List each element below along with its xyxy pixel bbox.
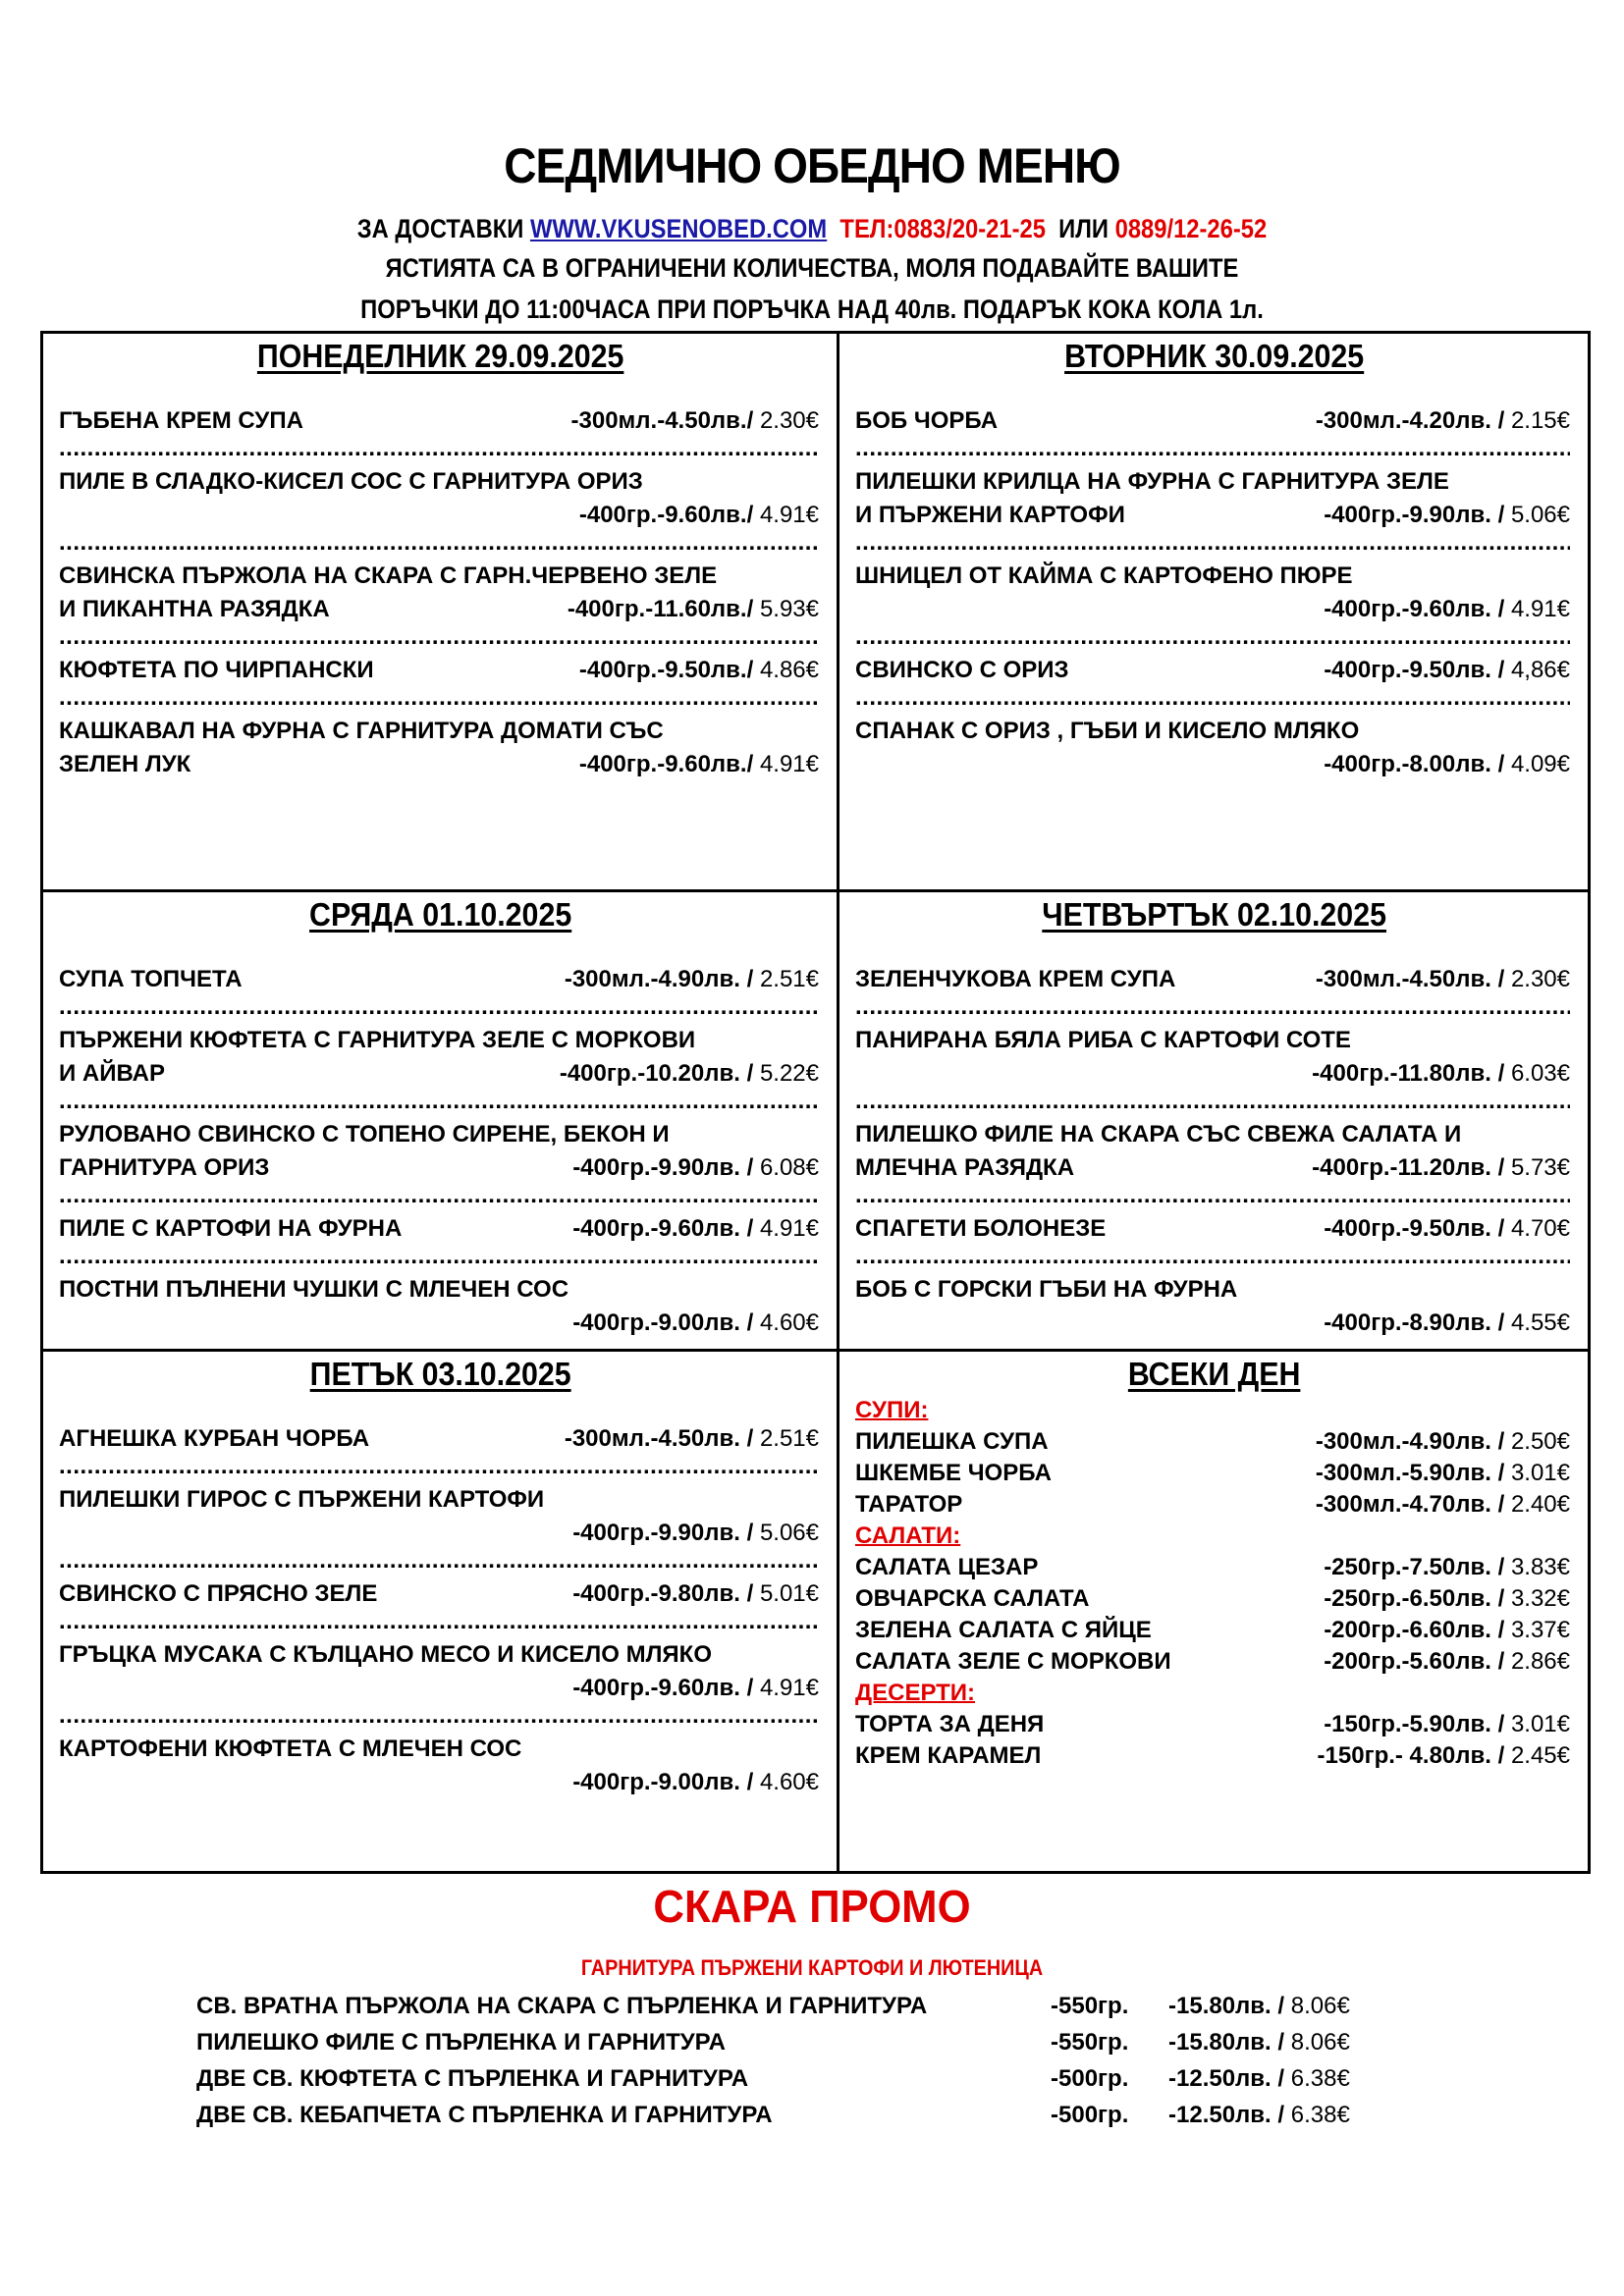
price-bgn: -300мл.-4.90лв. / (564, 966, 754, 992)
price-eur: 2.15€ (1510, 407, 1570, 434)
item-price (1316, 1458, 1570, 1489)
day-items (59, 1422, 837, 1799)
dotted-separator (59, 626, 819, 654)
price-eur: 8.06€ (1290, 1993, 1350, 2019)
menu-item (855, 654, 1570, 687)
day-items (59, 963, 837, 1340)
phone-2: 0889/12-26-52 (1114, 214, 1268, 243)
menu-item-row (855, 1212, 1570, 1246)
menu-item (59, 1638, 819, 1705)
price-eur: 2.30€ (759, 407, 819, 434)
menu-item (59, 1422, 819, 1456)
menu-item (59, 1024, 819, 1091)
price-eur: 5.06€ (1510, 502, 1570, 528)
item-price (1324, 654, 1570, 687)
menu-item-name: БОБ С ГОРСКИ ГЪБИ НА ФУРНА (855, 1276, 1238, 1303)
price-eur: 4,86€ (1510, 657, 1570, 683)
item-price (1312, 1057, 1570, 1091)
price-eur: 4.60€ (759, 1769, 819, 1795)
menu-item-row (855, 1307, 1570, 1340)
promo-item (196, 2097, 1404, 2133)
price-eur: 4.09€ (1510, 751, 1570, 777)
day-cell (839, 334, 1588, 889)
price-eur: 2.30€ (1510, 966, 1570, 992)
price-bgn: -300мл.-4.50лв. / (1315, 966, 1505, 992)
item-price (579, 654, 819, 687)
price-eur: 2.45€ (1510, 1742, 1570, 1769)
menu-item (855, 560, 1570, 626)
daily-title: ВСЕКИ ДЕН (1127, 1356, 1301, 1392)
dotted-separator (59, 687, 819, 715)
promo-item-weight: -550гр. (1051, 1993, 1129, 2019)
menu-item-row (59, 654, 819, 687)
day-items (59, 404, 837, 781)
promo-item-name: СВ. ВРАТНА ПЪРЖОЛА НА СКАРА С ПЪРЛЕНКА И ГАРНИТУРА (196, 1993, 928, 2019)
menu-item (855, 1273, 1570, 1340)
daily-item-name: ТОРТА ЗА ДЕНЯ (855, 1711, 1045, 1737)
price-bgn: -250гр.-7.50лв. / (1324, 1554, 1505, 1580)
daily-item-name: САЛАТА ЦЕЗАР (855, 1554, 1039, 1580)
price-eur: 4.91€ (1510, 596, 1570, 622)
item-price (1324, 1583, 1570, 1615)
menu-item-row (855, 499, 1570, 532)
item-price (1324, 1615, 1570, 1646)
menu-item (855, 1212, 1570, 1246)
daily-item (855, 1740, 1570, 1772)
price-bgn: -400гр.-9.60лв. / (1324, 596, 1505, 622)
dotted-separator (59, 532, 819, 560)
price-eur: 4.91€ (759, 751, 819, 777)
menu-item-row (59, 1517, 819, 1550)
dotted-separator (59, 1611, 819, 1638)
daily-item (855, 1458, 1570, 1489)
menu-item-name: ПАНИРАНА БЯЛА РИБА С КАРТОФИ СОТЕ (855, 1027, 1351, 1053)
daily-item (855, 1489, 1570, 1521)
price-eur: 4.91€ (759, 1215, 819, 1242)
daily-item-name: ТАРАТОР (855, 1491, 963, 1518)
price-bgn: -400гр.-9.00лв. / (572, 1769, 754, 1795)
menu-item-name: АГНЕШКА КУРБАН ЧОРБА (59, 1425, 370, 1452)
promo-list (196, 1988, 1404, 2133)
price-eur: 6.38€ (1290, 2065, 1350, 2092)
item-price (579, 748, 819, 781)
price-eur: 8.06€ (1290, 2029, 1350, 2056)
dotted-separator (59, 996, 819, 1024)
price-bgn: -150гр.-5.90лв. / (1324, 1711, 1505, 1737)
menu-item (59, 1118, 819, 1185)
menu-grid (40, 331, 1591, 1874)
price-bgn: -400гр.-10.20лв. / (559, 1060, 754, 1087)
menu-item-row (59, 404, 819, 438)
price-eur: 3.32€ (1510, 1585, 1570, 1612)
item-price (565, 1422, 819, 1456)
menu-item (59, 1212, 819, 1246)
promo-item-weight: -500гр. (1051, 2065, 1129, 2092)
item-price (1324, 593, 1570, 626)
daily-item-name: ШКЕМБЕ ЧОРБА (855, 1460, 1052, 1486)
menu-item-row (855, 748, 1570, 781)
item-price (1312, 1151, 1570, 1185)
menu-item-row (59, 593, 819, 626)
menu-item-row (855, 593, 1570, 626)
menu-item-row (59, 1422, 819, 1456)
price-bgn: -400гр.-11.80лв. / (1312, 1060, 1505, 1087)
menu-item-row (59, 1577, 819, 1611)
dotted-separator (59, 438, 819, 465)
menu-item-name-cont: И ПЪРЖЕНИ КАРТОФИ (855, 502, 1125, 528)
price-eur: 5.22€ (759, 1060, 819, 1087)
or-text: ИЛИ (1058, 214, 1110, 243)
day-title: ПЕТЪК 03.10.2025 (309, 1356, 571, 1392)
promo-item-price (1168, 2097, 1404, 2133)
item-price (565, 963, 819, 996)
promo-item-price (1168, 1988, 1404, 2024)
price-eur: 3.01€ (1510, 1711, 1570, 1737)
price-bgn: -400гр.-8.00лв. / (1324, 751, 1505, 777)
notice-line-1: ЯСТИЯТА СА В ОГРАНИЧЕНИ КОЛИЧЕСТВА, МОЛЯ ПОДАВАЙТЕ ВАШИТЕ (385, 253, 1239, 283)
price-bgn: -300мл.-4.90лв. / (1315, 1428, 1505, 1455)
day-items (855, 404, 1588, 781)
menu-item (59, 654, 819, 687)
day-title: ПОНЕДЕЛНИК 29.09.2025 (256, 338, 624, 374)
price-bgn: -400гр.-9.50лв./ (578, 657, 754, 683)
promo-item-name: ДВЕ СВ. КЕБАПЧЕТА С ПЪРЛЕНКА И ГАРНИТУРА (196, 2102, 773, 2128)
menu-item-row (855, 963, 1570, 996)
category-label: САЛАТИ: (855, 1522, 961, 1549)
daily-item (855, 1426, 1570, 1458)
menu-item-name: КАРТОФЕНИ КЮФТЕТА С МЛЕЧЕН СОС (59, 1735, 522, 1762)
item-price (572, 1766, 819, 1799)
item-price (1316, 1426, 1570, 1458)
menu-item-name: ПИЛЕШКО ФИЛЕ НА СКАРА СЪС СВЕЖА САЛАТА И (855, 1121, 1462, 1148)
price-bgn: -15.80лв. / (1168, 1993, 1285, 2019)
price-eur: 4.60€ (759, 1309, 819, 1336)
notice-line-2: ПОРЪЧКИ ДО 11:00ЧАСА ПРИ ПОРЪЧКА НАД 40лв. ПОДАРЪК КОКА КОЛА 1л. (360, 294, 1264, 324)
daily-item-name: САЛАТА ЗЕЛЕ С МОРКОВИ (855, 1648, 1171, 1675)
menu-item-name: СПАНАК С ОРИЗ , ГЪБИ И КИСЕЛО МЛЯКО (855, 718, 1360, 744)
price-eur: 6.03€ (1510, 1060, 1570, 1087)
price-bgn: -400гр.-11.60лв./ (567, 596, 754, 622)
menu-item-name: КАШКАВАЛ НА ФУРНА С ГАРНИТУРА ДОМАТИ СЪС (59, 718, 664, 744)
menu-item (59, 1273, 819, 1340)
menu-item-name: ПИЛЕШКИ ГИРОС С ПЪРЖЕНИ КАРТОФИ (59, 1486, 545, 1513)
promo-item-weight: -500гр. (1051, 2102, 1129, 2128)
daily-cell (839, 1352, 1588, 1871)
price-bgn: -400гр.-9.60лв./ (578, 751, 754, 777)
price-eur: 5.93€ (759, 596, 819, 622)
price-bgn: -400гр.-9.80лв. / (572, 1580, 754, 1607)
menu-item-name: СВИНСКО С ОРИЗ (855, 657, 1069, 683)
daily-item-name: КРЕМ КАРАМЕЛ (855, 1742, 1042, 1769)
price-eur: 6.08€ (759, 1154, 819, 1181)
delivery-line (97, 214, 1527, 244)
menu-item-name: КЮФТЕТА ПО ЧИРПАНСКИ (59, 657, 374, 683)
price-bgn: -400гр.-9.90лв. / (1324, 502, 1505, 528)
menu-item-row (59, 1766, 819, 1799)
price-bgn: -400гр.-11.20лв. / (1312, 1154, 1505, 1181)
day-title: ВТОРНИК 30.09.2025 (1064, 338, 1365, 374)
price-eur: 2.50€ (1510, 1428, 1570, 1455)
price-eur: 4.91€ (759, 502, 819, 528)
menu-item-name: ПЪРЖЕНИ КЮФТЕТА С ГАРНИТУРА ЗЕЛЕ С МОРКОВИ (59, 1027, 696, 1053)
day-cell (43, 892, 837, 1349)
daily-item-name: ЗЕЛЕНА САЛАТА С ЯЙЦЕ (855, 1617, 1152, 1643)
price-eur: 4.91€ (759, 1675, 819, 1701)
menu-item-row (59, 499, 819, 532)
menu-item (855, 465, 1570, 532)
price-eur: 4.70€ (1510, 1215, 1570, 1242)
promo-title: СКАРА ПРОМО (653, 1881, 971, 1932)
item-price (1324, 1552, 1570, 1583)
menu-item-row (59, 963, 819, 996)
menu-item-row (59, 1672, 819, 1705)
item-price (572, 1151, 819, 1185)
menu-item-row (59, 1307, 819, 1340)
menu-item (59, 465, 819, 532)
menu-item-name-cont: И ПИКАНТНА РАЗЯДКА (59, 596, 330, 622)
price-eur: 4.86€ (759, 657, 819, 683)
price-bgn: -12.50лв. / (1168, 2065, 1285, 2092)
daily-item (855, 1552, 1570, 1583)
day-cell (43, 1352, 837, 1871)
menu-item-row (855, 1151, 1570, 1185)
price-bgn: -400гр.-9.60лв./ (578, 502, 754, 528)
price-bgn: -400гр.-9.60лв. / (572, 1215, 754, 1242)
promo-item (196, 1988, 1404, 2024)
item-price (1324, 1709, 1570, 1740)
menu-item-name: ПИЛЕ С КАРТОФИ НА ФУРНА (59, 1215, 403, 1242)
page-title: СЕДМИЧНО ОБЕДНО МЕНЮ (504, 138, 1120, 193)
price-bgn: -250гр.-6.50лв. / (1324, 1585, 1505, 1612)
menu-item (59, 560, 819, 626)
dotted-separator (59, 1185, 819, 1212)
menu-item (855, 1024, 1570, 1091)
price-bgn: -300мл.-5.90лв. / (1315, 1460, 1505, 1486)
dotted-separator (855, 532, 1570, 560)
price-eur: 5.01€ (759, 1580, 819, 1607)
price-eur: 3.01€ (1510, 1460, 1570, 1486)
menu-item-name: СУПА ТОПЧЕТА (59, 966, 243, 992)
item-price (568, 593, 819, 626)
price-bgn: -15.80лв. / (1168, 2029, 1285, 2056)
menu-item-row (855, 1057, 1570, 1091)
promo-item (196, 2060, 1404, 2097)
dotted-separator (59, 1091, 819, 1118)
price-bgn: -400гр.-9.50лв. / (1324, 1215, 1505, 1242)
dotted-separator (855, 687, 1570, 715)
dotted-separator (59, 1456, 819, 1483)
item-price (572, 1672, 819, 1705)
promo-item-price (1168, 2024, 1404, 2060)
price-bgn: -300мл.-4.70лв. / (1315, 1491, 1505, 1518)
dotted-separator (855, 1246, 1570, 1273)
price-bgn: -150гр.- 4.80лв. / (1317, 1742, 1505, 1769)
item-price (560, 1057, 819, 1091)
item-price (571, 404, 819, 438)
promo-item-name: ДВЕ СВ. КЮФТЕТА С ПЪРЛЕНКА И ГАРНИТУРА (196, 2065, 749, 2092)
category-label: ДЕСЕРТИ: (855, 1680, 976, 1706)
menu-item-name: ПОСТНИ ПЪЛНЕНИ ЧУШКИ С МЛЕЧЕН СОС (59, 1276, 569, 1303)
day-title: ЧЕТВЪРТЪК 02.10.2025 (1042, 896, 1386, 933)
menu-item-name-cont: ЗЕЛЕН ЛУК (59, 751, 191, 777)
price-bgn: -300мл.-4.50лв./ (570, 407, 754, 434)
menu-item (59, 715, 819, 781)
menu-item (59, 404, 819, 438)
promo-item-name: ПИЛЕШКО ФИЛЕ С ПЪРЛЕНКА И ГАРНИТУРА (196, 2029, 726, 2056)
menu-item-name: СВИНСКО С ПРЯСНО ЗЕЛЕ (59, 1580, 378, 1607)
dotted-separator (59, 1705, 819, 1733)
menu-item-name: СПАГЕТИ БОЛОНЕЗЕ (855, 1215, 1107, 1242)
price-bgn: -200гр.-5.60лв. / (1324, 1648, 1505, 1675)
price-eur: 2.51€ (759, 966, 819, 992)
price-eur: 3.83€ (1510, 1554, 1570, 1580)
item-price (1324, 1646, 1570, 1678)
menu-item (59, 1483, 819, 1550)
dotted-separator (855, 1185, 1570, 1212)
price-bgn: -400гр.-9.90лв. / (572, 1520, 754, 1546)
menu-item-name: ПИЛЕШКИ КРИЛЦА НА ФУРНА С ГАРНИТУРА ЗЕЛЕ (855, 468, 1449, 495)
daily-list (855, 1395, 1588, 1772)
menu-item-name: ЗЕЛЕНЧУКОВА КРЕМ СУПА (855, 966, 1176, 992)
menu-item (855, 963, 1570, 996)
menu-item-name: ГЪБЕНА КРЕМ СУПА (59, 407, 303, 434)
delivery-prefix: ЗА ДОСТАВКИ (356, 214, 524, 243)
day-items (855, 963, 1588, 1340)
item-price (1324, 499, 1570, 532)
menu-item (855, 715, 1570, 781)
daily-item-name: ОВЧАРСКА САЛАТА (855, 1585, 1090, 1612)
menu-item-row (59, 1151, 819, 1185)
menu-item (59, 1733, 819, 1799)
menu-item (855, 404, 1570, 438)
website-link[interactable]: WWW.VKUSENOBED.COM (529, 214, 828, 243)
promo-item-weight: -550гр. (1051, 2029, 1129, 2056)
price-bgn: -300мл.-4.50лв. / (564, 1425, 754, 1452)
menu-item-name: БОБ ЧОРБА (855, 407, 999, 434)
menu-item-name: ГРЪЦКА МУСАКА С КЪЛЦАНО МЕСО И КИСЕЛО МЛЯКО (59, 1641, 712, 1668)
phone-1: ТЕЛ:0883/20-21-25 (839, 214, 1046, 243)
item-price (1316, 1489, 1570, 1521)
dotted-separator (855, 996, 1570, 1024)
daily-item (855, 1709, 1570, 1740)
menu-item-name-cont: ГАРНИТУРА ОРИЗ (59, 1154, 270, 1181)
category-label: СУПИ: (855, 1397, 929, 1423)
item-price (1324, 1307, 1570, 1340)
item-price (1316, 963, 1570, 996)
menu-item-name-cont: МЛЕЧНА РАЗЯДКА (855, 1154, 1075, 1181)
promo-item (196, 2024, 1404, 2060)
daily-item-name: ПИЛЕШКА СУПА (855, 1428, 1049, 1455)
price-bgn: -300мл.-4.20лв. / (1315, 407, 1505, 434)
price-eur: 3.37€ (1510, 1617, 1570, 1643)
dotted-separator (855, 438, 1570, 465)
menu-item-row (59, 1212, 819, 1246)
menu-item (855, 1118, 1570, 1185)
item-price (579, 499, 819, 532)
price-eur: 4.55€ (1510, 1309, 1570, 1336)
day-cell (839, 892, 1588, 1349)
menu-item (59, 1577, 819, 1611)
menu-item-row (59, 748, 819, 781)
day-title: СРЯДА 01.10.2025 (309, 896, 572, 933)
item-price (572, 1307, 819, 1340)
item-price (572, 1212, 819, 1246)
item-price (1324, 1212, 1570, 1246)
menu-item (59, 963, 819, 996)
menu-item-row (855, 654, 1570, 687)
menu-item-name: РУЛОВАНО СВИНСКО С ТОПЕНО СИРЕНЕ, БЕКОН И (59, 1121, 670, 1148)
price-eur: 2.40€ (1510, 1491, 1570, 1518)
menu-item-row (855, 404, 1570, 438)
price-bgn: -400гр.-9.60лв. / (572, 1675, 754, 1701)
menu-item-name: ШНИЦЕЛ ОТ КАЙМА С КАРТОФЕНО ПЮРЕ (855, 562, 1353, 589)
price-eur: 6.38€ (1290, 2102, 1350, 2128)
item-price (572, 1577, 819, 1611)
day-cell (43, 334, 837, 889)
price-bgn: -200гр.-6.60лв. / (1324, 1617, 1505, 1643)
item-price (1318, 1740, 1570, 1772)
price-bgn: -400гр.-9.00лв. / (572, 1309, 754, 1336)
dotted-separator (59, 1550, 819, 1577)
dotted-separator (855, 1091, 1570, 1118)
menu-item-name: СВИНСКА ПЪРЖОЛА НА СКАРА С ГАРН.ЧЕРВЕНО ЗЕЛЕ (59, 562, 718, 589)
daily-item (855, 1615, 1570, 1646)
price-eur: 2.86€ (1510, 1648, 1570, 1675)
dotted-separator (59, 1246, 819, 1273)
price-eur: 5.06€ (759, 1520, 819, 1546)
price-bgn: -400гр.-9.90лв. / (572, 1154, 754, 1181)
item-price (1324, 748, 1570, 781)
price-bgn: -12.50лв. / (1168, 2102, 1285, 2128)
price-eur: 2.51€ (759, 1425, 819, 1452)
price-eur: 5.73€ (1510, 1154, 1570, 1181)
dotted-separator (855, 626, 1570, 654)
price-bgn: -400гр.-9.50лв. / (1324, 657, 1505, 683)
menu-item-row (59, 1057, 819, 1091)
daily-item (855, 1583, 1570, 1615)
promo-subtitle: ГАРНИТУРА ПЪРЖЕНИ КАРТОФИ И ЛЮТЕНИЦА (580, 1955, 1044, 1980)
promo-item-price (1168, 2060, 1404, 2097)
menu-item-name-cont: И АЙВАР (59, 1060, 165, 1087)
item-price (572, 1517, 819, 1550)
price-bgn: -400гр.-8.90лв. / (1324, 1309, 1505, 1336)
item-price (1316, 404, 1570, 438)
daily-item (855, 1646, 1570, 1678)
menu-item-name: ПИЛЕ В СЛАДКО-КИСЕЛ СОС С ГАРНИТУРА ОРИЗ (59, 468, 643, 495)
